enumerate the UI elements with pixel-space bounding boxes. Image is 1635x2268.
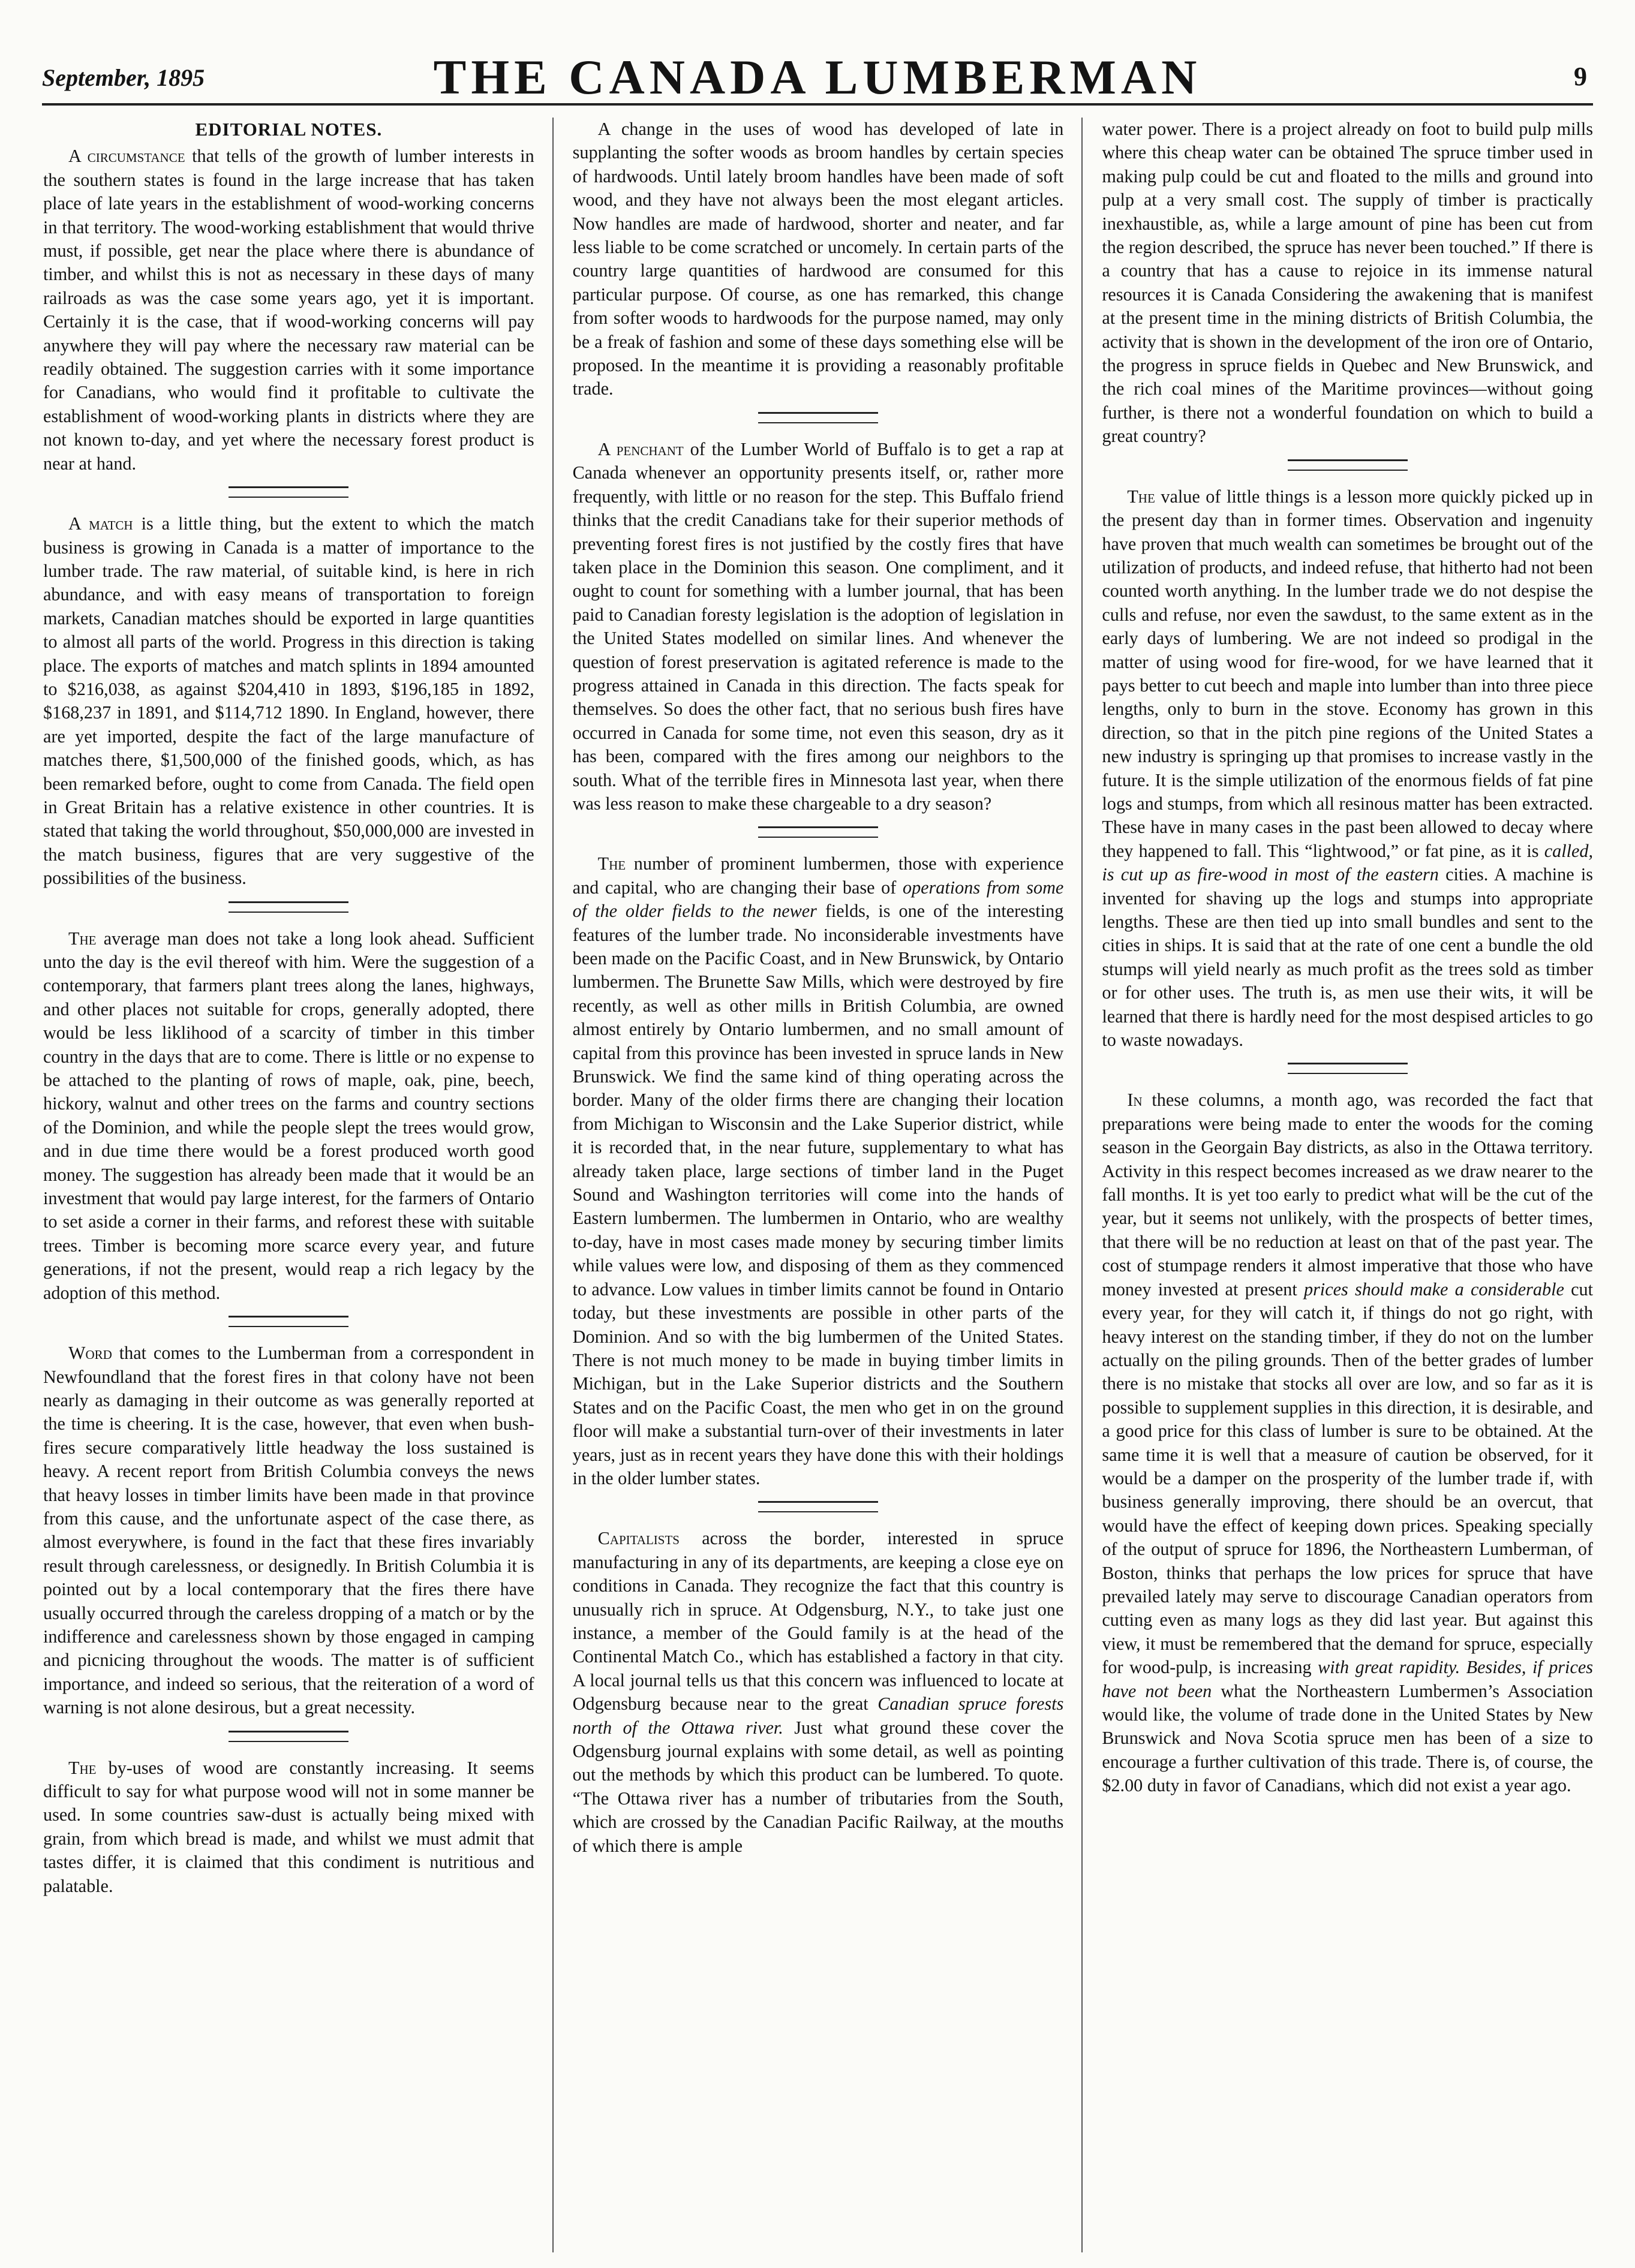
paragraph-divider	[1288, 1063, 1408, 1074]
article-columns	[43, 118, 1593, 2252]
paragraph-lead: The	[68, 928, 97, 949]
paragraph-lumbermen-base: The number of prominent lumbermen, those with experience and capital, who are changing their base of operations from some of the older fields to the newer fields, is one of the interesting features of the lumber trade. No inconsiderable investments have been made on the Pacific Coast, and in New Brunswick, by Ontario lumbermen. The Brunette Saw Mills, which were destroyed by fire recently, as well as other mills in British Columbia, are owned almost entirely by Ontario lumbermen, and no small amount of capital from this province has been invested in spruce lands in New Brunswick. We find the same kind of thing operating across the border. Many of the older firms there are changing their location from Michigan to Wisconsin and the Lake Superior district, while it is recorded that, in the near future, supplementary to what has already taken place, large sections of timber land in the Puget Sound and Washington territories will come into the hands of Eastern lumbermen. The lumbermen in Ontario, who are wealthy to-day, have in most cases made money by securing timber limits while values were low, and disposing of them as they commenced to advance. Low values in timber limits cannot be found in Ontario today, but these investments are possible in other parts of the Dominion. And so with the big lumbermen of the United States. There is not much money to be made in buying timber limits in Michigan, but in the Lake Superior districts and the Southern States and on the Pacific Coast, the men who get in on the ground floor will make a substantial turn-over of their investments in later years, just as in recent years they have done this with their holdings in the older lumber states.	[572, 853, 1064, 1488]
paragraph-capitalists: Capitalists across the border, interested in spruce manufacturing in any of its departments, are keeping a close eye on conditions in Canada. They recognize the fact that this country is unusually rich in spruce. At Odgensburg, N.Y., to take just one instance, a member of the Gould family is at the head of the Continental Match Co., which has established a factory in that city. A local journal tells us that this concern was influenced to locate at Odgensburg because near to the great Canadian spruce forests north of the Ottawa river. Just what ground these cover the Odgensburg journal explains with some detail, as well as pointing out the methods by which this product can be lumbered. To quote. “The Ottawa river has a number of tributaries from the South, which are crossed by the Canadian Pacific Railway, at the mouths of which there is ample	[572, 1528, 1064, 1856]
paragraph-divider	[1288, 459, 1408, 471]
paragraph-lead: In	[1127, 1090, 1143, 1111]
masthead	[42, 43, 1593, 106]
column-right	[1102, 118, 1593, 2252]
paragraph-lead: Capitalists	[597, 1528, 680, 1549]
paragraph-lead: The	[597, 853, 626, 874]
paragraph-by-uses: The by-uses of wood are constantly increasing. It seems difficult to say for what purpose wood will not in some manner be used. In some countries saw-dust is actually being mixed with grain, from which bread is made, and whilst we must admit that tastes differ, it is claimed that this condiment is nutritious and palatable.	[43, 1757, 534, 1896]
paragraph-divider	[229, 1731, 348, 1742]
column-left	[43, 118, 554, 2252]
paragraph-divider	[229, 901, 348, 913]
paragraph-little-things: The value of little things is a lesson more quickly picked up in the present day than in former times. Observation and ingenuity have proven that much wealth can sometimes be brought out of the utilization of products, and indeed refuse, that hitherto had not been counted worth anything. In the lumber trade we do not despise the culls and refuse, nor even the sawdust, to the same extent as in the early days of lumbering. We are not indeed so prodigal in the matter of using wood for fire-wood, for we have learned that it pays better to cut beech and maple into lumber than into three piece lengths, only to burn in the stove. Economy has grown in this direction, so that in the pitch pine regions of the United States a new industry is springing up that promises to increase vastly in the future. It is the simple utilization of the enormous fields of fat pine logs and stumps, from which all resinous matter has been extracted. These have in many cases in the past been allowed to decay where they happened to fall. This “lightwood,” or fat pine, as it is called, is cut up as fire-wood in most of the eastern cities. A machine is invented for shaving up the logs and stumps into appropriate lengths. These are then tied up into small bundles and sent to the cities in ships. It is said that at the rate of one cent a bundle the old stumps will yield nearly as much profit as the trees sold as timber or for other uses. The truth is, as men use their wits, it will be learned that there is hardly need for the most despised articles to go to waste nowadays.	[1102, 486, 1594, 1051]
paragraph-tree-planting: The average man does not take a long look ahead. Sufficient unto the day is the evil thereof with him. Were the suggestion of a contemporary, that farmers plant trees along the lanes, highways, and other places not suitable for crops, generally adopted, there would be less liklihood of a scarcity of timber in this timber country in the days that are to come. There is little or no expense to be attached to the planting of rows of maple, oak, pine, beech, hickory, walnut and other trees on the farms and country sections of the Dominion, and while the people slept the trees would grow, and in due time there would be a forest produced worth good money. The suggestion has already been made that it would be an investment that would pay large interest, for the farmers of Ontario to set aside a corner in their farms, and reforest these with suitable trees. Timber is becoming more scarce every year, and future generations, if not the present, would reap a rich legacy by the adoption of this method.	[43, 928, 534, 1303]
paragraph-match-trade: A match is a little thing, but the extent to which the match business is growing in Canada is a matter of importance to the lumber trade. The raw material, of suitable kind, is here in rich abundance, and with easy means of transportation to foreign markets, Canadian matches should be exported in large quantities to almost all parts of the world. Progress in this direction is taking place. The exports of matches and match splints in 1894 amounted to $216,038, as against $204,410 in 1893, $196,185 in 1892, $168,237 in 1891, and $114,712 1890. In England, however, there are yet imported, despite the fact of the large manufacture of matches there, $1,500,000 of the finished goods, which, as has been remarked before, ought to come from Canada. The field open in Great Britain has a relative existence in other countries. It is stated that taking the world throughout, $50,000,000 are invested in the match business, figures that are very suggestive of the possibilities of the business.	[43, 513, 534, 889]
paragraph-lead: A penchant	[597, 438, 684, 459]
paragraph-forest-fires: Word that comes to the Lumberman from a correspondent in Newfoundland that the forest fires in that colony have not been nearly as damaging in their outcome as was generally reported at the time is cheering. It is the case, however, that even when bush-fires secure comparatively little headway the loss sustained is heavy. A recent report from British Columbia conveys the news that heavy losses in timber limits have been made in that province from this cause, and the unfortunate aspect of the case there, as almost everywhere, is found in the fact that these fires invariably result through carelessness, or designedly. In British Columbia it is pointed out by a local contemporary that the fires there have usually occurred through the careless dropping of a match or by the indifference and carelessness shown by those engaged in camping and picnicing throughout the woods. The matter is of sufficient importance, and indeed so serious, that the reiteration of a word of warning is not alone desirous, but a great necessity.	[43, 1343, 534, 1718]
paragraph-divider	[758, 412, 878, 423]
paragraph-buffalo: A penchant of the Lumber World of Buffalo is to get a rap at Canada whenever an opportunity presents itself, or, rather more frequently, with little or no reason for the step. This Buffalo friend thinks that the credit Canadians take for their superior methods of preventing forest fires is not justified by the costly fires that have taken place in the Dominion this season. One compliment, and it ought to count for something with a lumber journal, that has been paid to Canadian foresty legislation is the adoption of legislation in the United States modelled on similar lines. And whenever the question of forest preservation is agitated reference is made to the progress attained in Canada in this direction. The facts speak for themselves. So does the other fact, that no serious bush fires have occurred in Canada for some time, not even this season, dry as it has been, compared with the fires among our neighbors to the south. What of the terrible fires in Minnesota last year, when there was less reason to make these chargeable to a dry season?	[572, 438, 1064, 814]
publication-title: THE CANADA LUMBERMAN	[433, 50, 1202, 104]
paragraph-coming-season: In these columns, a month ago, was recorded the fact that preparations were being made to enter the woods for the coming season in the Georgain Bay districts, as also in the Ottawa territory. Activity in this respect becomes increased as we draw nearer to the fall months. It is yet too early to predict what will be the cut of the year, but it seems not unlikely, with the prospects of better times, that there will be no reduction at least on that of the past year. The cost of stumpage renders it almost imperative that those who have money invested at present prices should make a considerable cut every year, for they will catch it, if things do not go right, with heavy interest on the standing timber, if they do not on the lumber actually on the piling grounds. Then of the better grades of lumber there is no mistake that stocks all over are low, and so far as it is possible to supplement supplies in this direction, it is desirable, and a good price for this class of lumber is sure to be obtained. At the same time it is well that a measure of caution be observed, for it would be a damper on the prosperity of the lumber trade if, with business generally improving, there should be an overcut, that would have the effect of keeping down prices. Speaking specially of the output of spruce for 1896, the Northeastern Lumberman, of Boston, thinks that perhaps the low prices for spruce that have prevailed lately may serve to discourage Canadian operators from cutting even as many logs as they did last year. But against this view, it must be remembered that the demand for spruce, especially for wood-pulp, is increasing with great rapidity. Besides, if prices have not been what the Northeastern Lumbermen’s Association would like, the volume of trade done in the United States by New Brunswick and Nova Scotia spruce men has been of a size to encourage a further cultivation of this trade. There is, of course, the $2.00 duty in favor of Canadians, which did not exist a year ago.	[1102, 1090, 1594, 1796]
column-middle	[573, 118, 1083, 2252]
paragraph-water-power: water power. There is a project already on foot to build pulp mills where this cheap water can be obtained The spruce timber used in making pulp could be cut and floated to the mills and ground into pulp at a very small cost. The supply of timber is practically inexhaustible, as, while a large amount of pine has been cut from the region described, the spruce has never been touched.” If there is a country that has a cause to rejoice in its immense natural resources it is Canada Considering the awakening that is manifest at the present time in the mining districts of British Columbia, the activity that is shown in the development of the iron ore of Ontario, the progress in spruce fields in Quebec and New Brunswick, and the rich coal mines of the Maritime provinces—without going further, is there not a wonderful foundation on which to build a great country?	[1102, 119, 1594, 447]
section-heading: EDITORIAL NOTES.	[195, 119, 383, 140]
paragraph-wood-working: A circumstance that tells of the growth of lumber interests in the southern states is found in the large increase that has taken place of late years in the establishment of wood-working concerns in that territory. The wood-working establishment that would thrive must, if possible, get near the place where there is abundance of timber, and whilst this is not as necessary in these days of many railroads as was the case some years ago, yet it is important. Certainly it is the case, that if wood-working concerns will pay anywhere they will pay where the necessary raw material can be readily obtained. The suggestion carries with it some importance for Canadians, who would find it profitable to cultivate the establishment of wood-working plants in districts where they are not known to-day, and yet where the necessary forest product is near at hand.	[43, 146, 534, 474]
paragraph-divider	[229, 1316, 348, 1327]
paragraph-lead: Word	[68, 1343, 112, 1364]
paragraph-lead: A circumstance	[68, 146, 185, 167]
issue-date: September, 1895	[42, 64, 205, 91]
paragraph-broom-handles: A change in the uses of wood has developed of late in supplanting the softer woods as broom handles by certain species of hardwoods. Until lately broom handles have been made of soft wood, and they have not always been the most elegant articles. Now handles are made of hardwood, shorter and neater, and far less liable to be come scratched or uncomely. In certain parts of the country large quantities of hardwood are consumed for this particular purpose. Of course, as one has remarked, this change from softer woods to hardwoods for the purpose named, may only be a freak of fashion and some of these days something else will be proposed. In the meantime it is providing a reasonably profitable trade.	[572, 119, 1064, 399]
paragraph-divider	[758, 1501, 878, 1512]
paragraph-lead: The	[68, 1757, 97, 1778]
paragraph-divider	[229, 486, 348, 498]
paragraph-lead: A match	[68, 513, 133, 534]
paragraph-divider	[758, 826, 878, 838]
page-number: 9	[1574, 62, 1587, 91]
paragraph-lead: The	[1127, 486, 1155, 507]
